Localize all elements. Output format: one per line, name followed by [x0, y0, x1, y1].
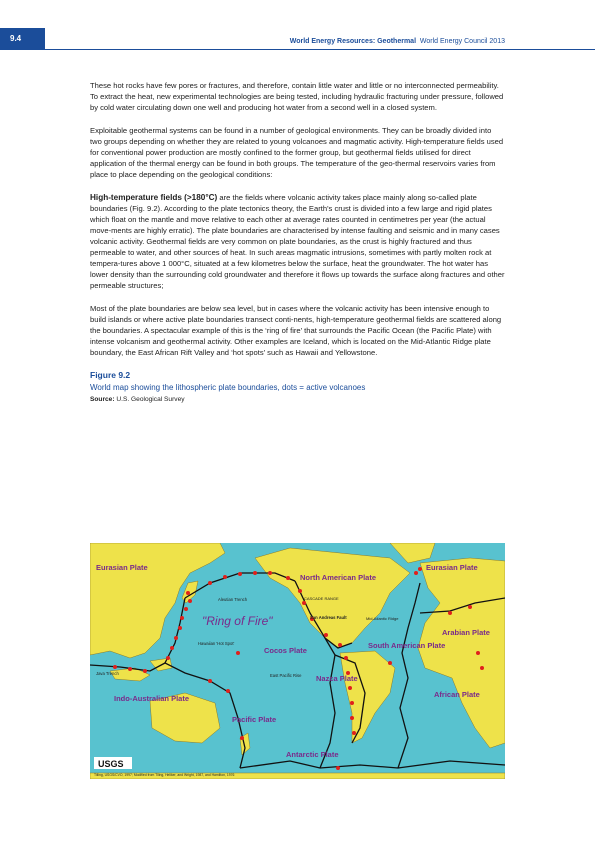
label-antarctic: Antarctic Plate [286, 750, 339, 759]
volcano-dot [476, 651, 480, 655]
volcano-dot [166, 656, 170, 660]
map-credit: Tilling, USGS/CVO, 1997; Modified from Tiling, Heliker, and Wright, 1987, and Hamilton, 1976 [94, 773, 235, 777]
volcano-dot [240, 736, 244, 740]
label-mid-atlantic: Mid-Atlantic Ridge [366, 616, 399, 621]
label-african: African Plate [434, 690, 480, 699]
volcano-dot [174, 636, 178, 640]
volcano-dot [186, 591, 190, 595]
label-nazca: Nazca Plate [316, 674, 358, 683]
label-hawaiian: Hawaiian 'Hot Spot' [198, 641, 235, 646]
volcano-dot [208, 581, 212, 585]
volcano-dot [188, 599, 192, 603]
paragraph-2: Exploitable geothermal systems can be found in a number of geological environments. They can be broadly divided into two groups depending on whether they are related to young volcanoes and magmatic activity. High-temperature fields used for conventional power production are mostly confined to the former group, but geothermal fields utilised for direct application of the thermal energy can be found in both groups. The temperature of the geo-thermal reservoirs varies from place to place depending on the geological conditions: [90, 126, 504, 179]
volcano-dot [170, 646, 174, 650]
label-java: Java Trench [96, 671, 119, 676]
volcano-dot [178, 626, 182, 630]
volcano-dot [180, 616, 184, 620]
label-indo-australian: Indo-Australian Plate [114, 694, 190, 703]
volcano-dot [344, 656, 348, 660]
paragraph-4: Most of the plate boundaries are below sea level, but in cases where the volcanic activity has been intensive enough to build islands or where active plate boundaries transect conti-nents, high-temperature geothermal fields are scattered along the boundaries. A spectacular example of this is the ‘ring of fire’ that surrounds the Pacific Ocean (the Pacific Plate) with intense volcanism and geothermal activity. Other examples are Iceland, which is located on the Mid-Atlantic Ridge plate boundary, the East African Rift Valley and ‘hot spots’ such as Hawaii and Yellowstone. [90, 304, 502, 357]
volcano-dot [298, 589, 302, 593]
figure-source [90, 394, 505, 405]
label-north-american: North American Plate [300, 573, 376, 582]
label-aleutian: Aleutian Trench [218, 597, 248, 602]
volcano-dot [388, 661, 392, 665]
label-eurasian-right: Eurasian Plate [426, 563, 478, 572]
volcano-dot [223, 575, 227, 579]
figure-caption: World map showing the lithospheric plate boundaries, dots = active volcanoes [90, 383, 366, 392]
page-number-tab [0, 28, 45, 50]
paragraph-3-text: are the fields where volcanic activity takes place mainly along so-called plate boundaries (Fig. 9.2). According to the plate tectonics theory, the Earth's crust is divided into a few large and rigid plates which float on the mantle and move relative to each other at average rates counted in centimetres per year (the actual move-ments are highly erratic). The plate boundaries are characterised by intense faulting and seismic and in many cases volcanic activity. Geothermal fields are very common on plate boundaries, as the crust is highly fractured and thus permeable to water, and other sources of heat. In such areas magmatic intrusions, sometimes with partly molten rock at tempera-tures above 1 000°C, situated at a few kilometres below the surface, heat the groundwater. The hot water has lower density than the surrounding cold groundwater and therefore it flows up towards the surface along fractures and other permeable structures; [90, 193, 505, 290]
usgs-logo [94, 757, 132, 769]
paragraph-3 [90, 192, 505, 291]
volcano-dot [324, 633, 328, 637]
volcano-dot [184, 607, 188, 611]
label-pacific: Pacific Plate [232, 715, 277, 724]
volcano-dot [253, 571, 257, 575]
running-header [290, 38, 505, 45]
label-ring-of-fire: "Ring of Fire" [202, 614, 273, 628]
page-number: 9.4 [10, 34, 22, 43]
header-rule [45, 49, 595, 50]
volcano-dot [236, 651, 240, 655]
volcano-dot [350, 716, 354, 720]
volcano-dot [238, 572, 242, 576]
volcano-dot [338, 643, 342, 647]
figure-title: Figure 9.2 [90, 370, 131, 380]
volcano-dot [348, 686, 352, 690]
volcano-dot [350, 701, 354, 705]
header-publisher: World Energy Council 2013 [419, 38, 505, 45]
volcano-dot [336, 766, 340, 770]
label-san-andreas: San Andreas Fault [310, 615, 347, 620]
world-map-svg [90, 543, 505, 779]
figure-source-label: Source: [90, 396, 115, 403]
main-content [90, 80, 505, 405]
volcano-dot [113, 665, 117, 669]
header-section-title: World Energy Resources: Geothermal [289, 38, 417, 45]
paragraph-1: These hot rocks have few pores or fractures, and therefore, contain little water and little or no interconnected permeability. To extract the heat, new experimental technologies are being tested, including hydraulic fracturing under pressure, followed by cold water circulating down one well and producing hot water from a second well in a closed system. [90, 81, 504, 112]
volcano-dot [448, 611, 452, 615]
volcano-dot [414, 571, 418, 575]
volcano-dot [480, 666, 484, 670]
volcano-dot [302, 601, 306, 605]
plate-boundaries-map [90, 543, 505, 779]
figure-source-text: U.S. Geological Survey [114, 396, 185, 403]
volcano-dot [418, 567, 422, 571]
label-east-pacific: East Pacific Rise [270, 673, 302, 678]
label-arabian: Arabian Plate [442, 628, 490, 637]
volcano-dot [268, 571, 272, 575]
volcano-dot [468, 605, 472, 609]
paragraph-3-lead: High-temperature fields (>180°C) [90, 193, 218, 202]
usgs-logo-text: USGS [98, 759, 124, 769]
volcano-dot [226, 689, 230, 693]
volcano-dot [208, 679, 212, 683]
label-cocos: Cocos Plate [264, 646, 307, 655]
volcano-dot [128, 667, 132, 671]
volcano-dot [352, 731, 356, 735]
label-cascade: CASCADE RANGE [304, 596, 339, 601]
label-eurasian-left: Eurasian Plate [96, 563, 148, 572]
volcano-dot [286, 576, 290, 580]
label-south-american: South American Plate [368, 641, 446, 650]
volcano-dot [143, 669, 147, 673]
